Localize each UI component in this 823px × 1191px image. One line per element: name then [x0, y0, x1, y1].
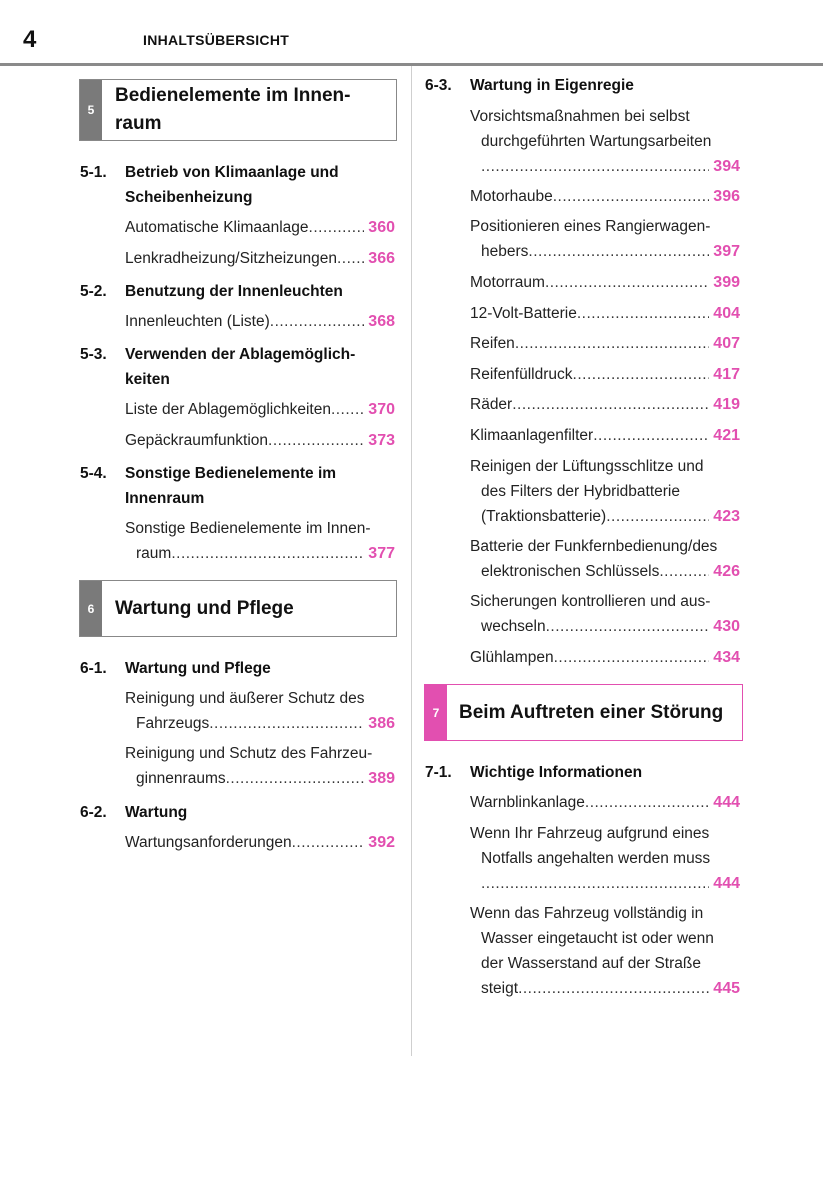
- entry-label: Reifen: [470, 335, 515, 352]
- toc-entry[interactable]: [470, 454, 740, 529]
- leader-dots: [226, 766, 365, 791]
- entry-label: Wenn das Fahrzeug vollständig in: [470, 905, 704, 922]
- leader-dots: [268, 428, 364, 453]
- entry-label: raum: [136, 545, 172, 562]
- page-ref: 399: [713, 274, 740, 291]
- toc-entry[interactable]: [470, 362, 740, 387]
- page-ref: 368: [368, 313, 395, 330]
- toc-entry[interactable]: [125, 741, 395, 791]
- toc-entry[interactable]: [470, 589, 740, 639]
- section-title: [125, 160, 397, 210]
- entry-label: Wenn Ihr Fahrzeug aufgrund eines: [470, 825, 710, 842]
- toc-entry[interactable]: [125, 428, 395, 453]
- page-ref: 366: [368, 250, 395, 267]
- toc-entry[interactable]: [470, 331, 740, 356]
- entry-label: Räder: [470, 396, 513, 413]
- entry-label: Wartungsanforderungen: [125, 834, 292, 851]
- entry-label: Warnblinkanlage: [470, 794, 585, 811]
- entry-label: Wasser eingetaucht ist oder wenn: [481, 930, 714, 947]
- page-ref: 417: [713, 366, 740, 383]
- toc-entry[interactable]: [470, 790, 740, 815]
- leader-dots: [585, 790, 709, 815]
- entry-label: steigt: [481, 980, 519, 997]
- entry-label: elektronischen Schlüssels: [481, 563, 660, 580]
- leader-dots: [292, 830, 365, 855]
- leader-dots: [593, 423, 709, 448]
- section-number: 6-2.: [80, 804, 107, 821]
- leader-dots: [270, 309, 365, 334]
- entry-label: Innenleuchten (Liste): [125, 313, 270, 330]
- leader-dots: [518, 976, 709, 1001]
- entry-label: Reinigung und äußerer Schutz des: [125, 690, 365, 707]
- toc-entry[interactable]: [125, 686, 395, 736]
- entry-label: wechseln: [481, 618, 546, 635]
- page-ref: 394: [713, 158, 740, 175]
- leader-dots: [171, 541, 364, 566]
- entry-label: Gepäckraumfunktion: [125, 432, 269, 449]
- section-title-line: Betrieb von Klimaanlage und: [125, 164, 339, 181]
- leader-dots: [209, 711, 364, 736]
- entry-label: Lenkradheizung/Sitzheizungen: [125, 250, 337, 267]
- leader-dots: [659, 559, 709, 584]
- section-number: 6-3.: [425, 77, 452, 94]
- toc-entry[interactable]: [470, 821, 740, 896]
- page-ref: 373: [368, 432, 395, 449]
- leader-dots: [515, 331, 709, 356]
- page-ref: 404: [713, 305, 740, 322]
- toc-entry[interactable]: [470, 901, 740, 1001]
- leader-dots: [546, 614, 710, 639]
- chapter-tab: 6: [80, 581, 102, 636]
- page-ref: 386: [368, 715, 395, 732]
- section-number: 6-1.: [80, 660, 107, 677]
- page-ref: 419: [713, 396, 740, 413]
- chapter-tab: 5: [80, 80, 102, 140]
- page-ref: 396: [713, 188, 740, 205]
- section-number: 5-2.: [80, 283, 107, 300]
- chapter-title: [102, 80, 396, 140]
- page-ref: 444: [713, 794, 740, 811]
- entry-label: Positionieren eines Rangierwagen-: [470, 218, 711, 235]
- page-ref: 423: [713, 508, 740, 525]
- entry-label: Motorhaube: [470, 188, 553, 205]
- chapter-6-box: [79, 580, 397, 637]
- toc-entry[interactable]: [470, 645, 740, 670]
- section-title: [125, 342, 397, 392]
- chapter-5-box: [79, 79, 397, 141]
- chapter-title: Beim Auftreten einer Störung: [459, 701, 724, 723]
- page-ref: 389: [368, 770, 395, 787]
- entry-label: der Wasserstand auf der Straße: [481, 955, 701, 972]
- entry-label: Automatische Klimaanlage: [125, 219, 309, 236]
- chapter-tab: 7: [425, 685, 447, 740]
- page-ref: 392: [368, 834, 395, 851]
- entry-label: Sicherungen kontrollieren und aus-: [470, 593, 711, 610]
- section-title: Wartung und Pflege: [125, 660, 271, 677]
- toc-entry[interactable]: [470, 392, 740, 417]
- chapter-7-box: [424, 684, 743, 741]
- entry-label: Liste der Ablagemöglichkeiten: [125, 401, 331, 418]
- entry-label: Batterie der Funkfernbedienung/des: [470, 538, 718, 555]
- toc-entry[interactable]: [125, 397, 395, 422]
- page-ref: 370: [368, 401, 395, 418]
- section-number: 5-1.: [80, 164, 107, 181]
- toc-entry[interactable]: [125, 215, 395, 240]
- page-ref: 407: [713, 335, 740, 352]
- section-title: Wartung: [125, 804, 188, 821]
- section-title: Wichtige Informationen: [470, 764, 643, 781]
- leader-dots: [554, 645, 710, 670]
- entry-label: Motorraum: [470, 274, 545, 291]
- chapter-title-line: raum: [115, 113, 162, 134]
- leader-dots: [331, 397, 364, 422]
- section-number: 5-3.: [80, 346, 107, 363]
- entry-label: (Traktionsbatterie): [481, 508, 607, 525]
- entry-label: Reinigung und Schutz des Fahrzeu-: [125, 745, 373, 762]
- toc-entry[interactable]: [470, 423, 740, 448]
- leader-dots: [337, 246, 364, 271]
- page-header-title: INHALTSÜBERSICHT: [143, 32, 290, 48]
- toc-entry[interactable]: [125, 516, 395, 566]
- entry-label: Glühlampen: [470, 649, 554, 666]
- page-number: 4: [23, 26, 37, 53]
- toc-entry[interactable]: [470, 184, 740, 209]
- section-title: [125, 461, 397, 511]
- leader-dots: [528, 239, 709, 264]
- toc-entry[interactable]: [125, 309, 395, 334]
- entry-label: des Filters der Hybridbatterie: [481, 483, 680, 500]
- toc-entry[interactable]: [470, 301, 740, 326]
- section-number: 7-1.: [425, 764, 452, 781]
- leader-dots: [481, 154, 709, 179]
- page-ref: 430: [713, 618, 740, 635]
- section-title: Benutzung der Innenleuchten: [125, 283, 343, 300]
- leader-dots: [545, 270, 709, 295]
- leader-dots: [481, 871, 709, 896]
- entry-label: Klimaanlagenfilter: [470, 427, 594, 444]
- entry-label: 12-Volt-Batterie: [470, 305, 577, 322]
- leader-dots: [512, 392, 709, 417]
- toc-entry[interactable]: [125, 246, 395, 271]
- toc-entry[interactable]: [470, 214, 740, 264]
- entry-label: Notfalls angehalten werden muss: [481, 850, 711, 867]
- section-title: Wartung in Eigenregie: [470, 77, 634, 94]
- section-title-line: Scheibenheizung: [125, 189, 253, 206]
- leader-dots: [606, 504, 709, 529]
- entry-label: Fahrzeugs: [136, 715, 210, 732]
- entry-label: Reinigen der Lüftungsschlitze und: [470, 458, 704, 475]
- toc-entry[interactable]: [470, 270, 740, 295]
- page-ref: 377: [368, 545, 395, 562]
- toc-entry[interactable]: [125, 830, 395, 855]
- page-ref: 426: [713, 563, 740, 580]
- entry-label: ginnenraums: [136, 770, 226, 787]
- section-number: 5-4.: [80, 465, 107, 482]
- chapter-title: Wartung und Pflege: [115, 597, 294, 619]
- leader-dots: [309, 215, 365, 240]
- entry-label: Vorsichtsmaßnahmen bei selbst: [470, 108, 690, 125]
- column-divider: [411, 66, 412, 1056]
- page-ref: 434: [713, 649, 740, 666]
- leader-dots: [577, 301, 709, 326]
- leader-dots: [573, 362, 710, 387]
- section-title-line: keiten: [125, 371, 170, 388]
- section-title-line: Innenraum: [125, 490, 205, 507]
- page-ref: 445: [713, 980, 740, 997]
- section-title-line: Verwenden der Ablagemöglich-: [125, 346, 356, 363]
- section-title-line: Sonstige Bedienelemente im: [125, 465, 337, 482]
- page-ref: 421: [713, 427, 740, 444]
- page-ref: 360: [368, 219, 395, 236]
- page-ref: 444: [713, 875, 740, 892]
- toc-entry[interactable]: [470, 104, 740, 179]
- entry-label: Sonstige Bedienelemente im Innen-: [125, 520, 371, 537]
- toc-entry[interactable]: [470, 534, 740, 584]
- entry-label: Reifenfülldruck: [470, 366, 573, 383]
- leader-dots: [553, 184, 710, 209]
- page-ref: 397: [713, 243, 740, 260]
- entry-label: hebers: [481, 243, 529, 260]
- chapter-title-line: Bedienelemente im Innen-: [115, 85, 351, 106]
- entry-label: durchgeführten Wartungsarbeiten: [481, 133, 712, 150]
